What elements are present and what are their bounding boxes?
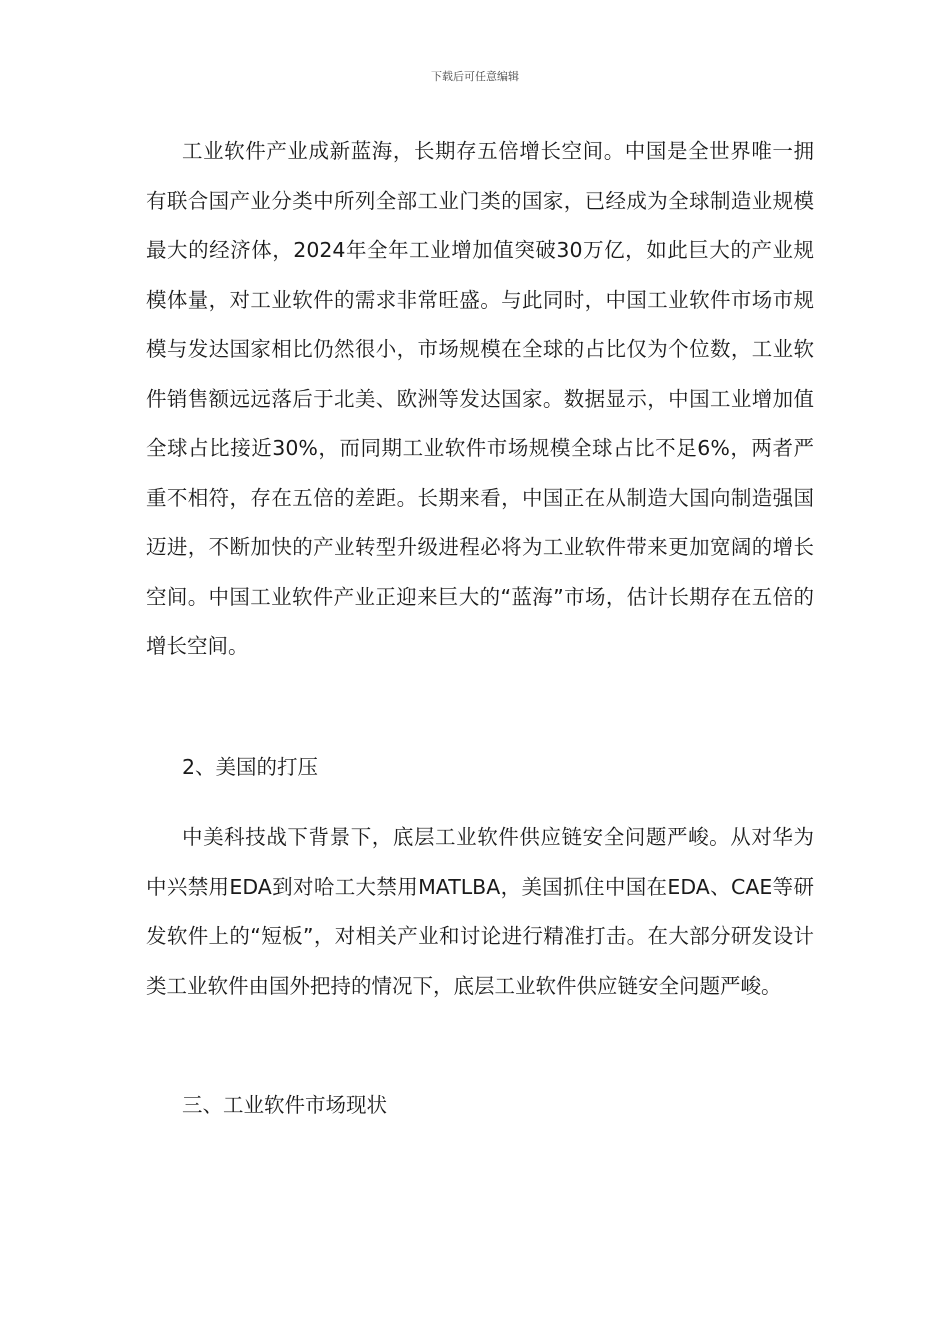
heading-text: 三、工业软件市场现状 — [182, 1093, 387, 1117]
paragraph-text: 工业软件产业成新蓝海，长期存五倍增长空间。中国是全世界唯一拥有联合国产业分类中所列全部工业门类的国家，已经成为全球制造业规模最大的经济体，2024年全年工业增加值突破30万亿，如此巨大的产业规模体量，对工业软件的需求非常旺盛。与此同时，中国工业软件市场市规模与发达国家相比仍然很小，市场规模在全球的占比仅为个位数，工业软件销售额远远落后于北美、欧洲等发达国家。数据显示，中国工业增加值全球占比接近30%，而同期工业软件市场规模全球占比不足6%，两者严重不相符，存在五倍的差距。长期来看，中国正在从制造大国向制造强国迈进，不断加快的产业转型升级进程必将为工业软件带来更加宽阔的增长空间。中国工业软件产业正迎来巨大的“蓝海”市场，估计长期存在五倍的增长空间。 — [146, 139, 814, 658]
paragraph-supply-chain-security — [146, 813, 814, 1011]
heading-text: 2、美国的打压 — [182, 755, 319, 779]
section-heading-market-status — [146, 1081, 814, 1131]
section-heading-us-pressure — [146, 743, 814, 793]
paragraph-text: 中美科技战下背景下，底层工业软件供应链安全问题严峻。从对华为中兴禁用EDA到对哈工大禁用MATLBA，美国抓住中国在EDA、CAE等研发软件上的“短板”，对相关产业和讨论进行精准打击。在大部分研发设计类工业软件由国外把持的情况下，底层工业软件供应链安全问题严峻。 — [146, 825, 814, 998]
paragraph-industrial-software-growth — [146, 127, 814, 672]
header-note: 下载后可任意编辑 — [431, 70, 519, 83]
